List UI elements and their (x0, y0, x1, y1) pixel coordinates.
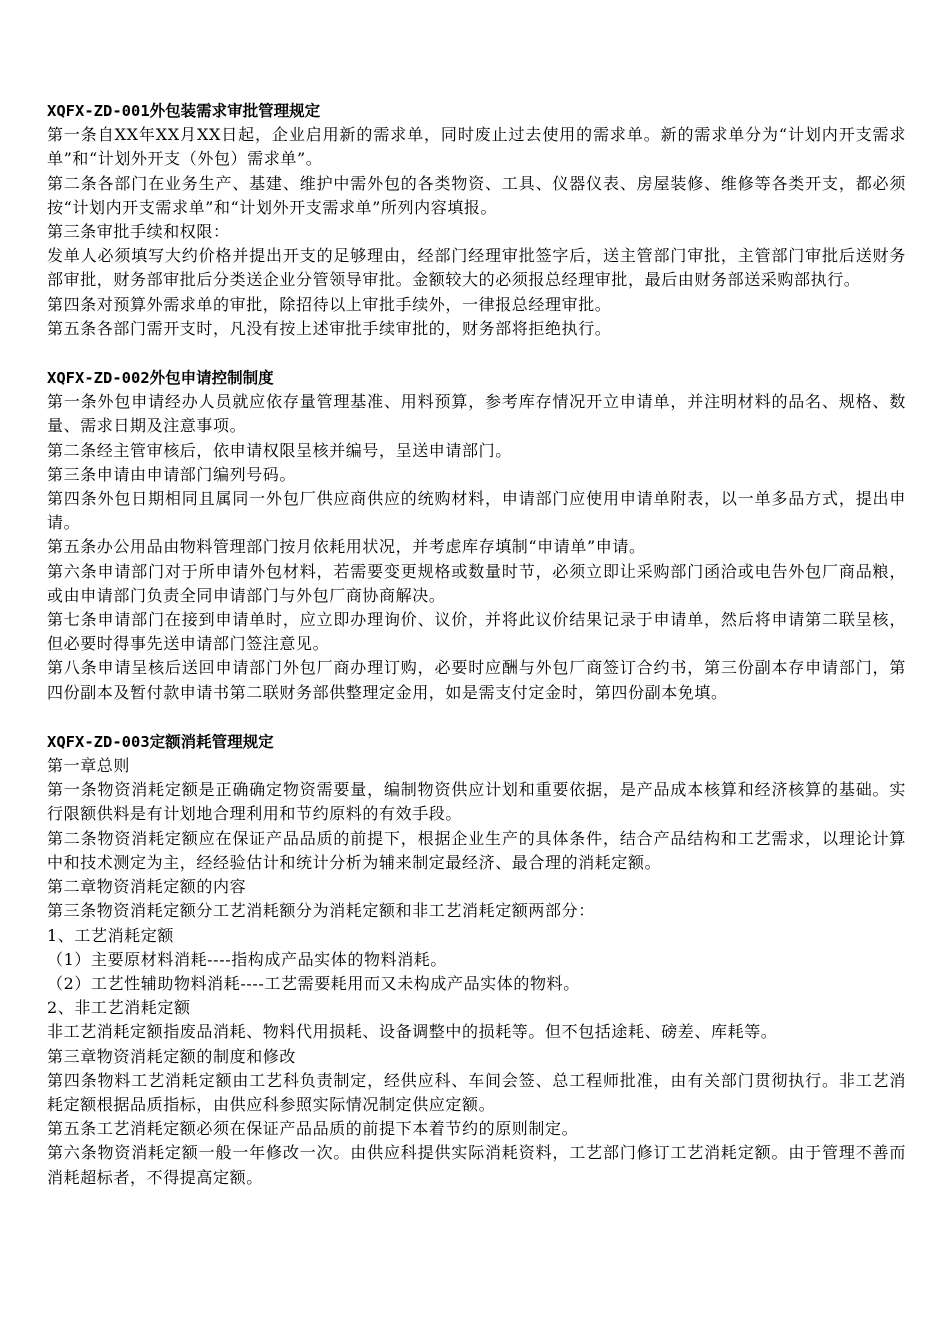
section-xqfx-zd-003 (47, 730, 906, 1190)
paragraph: 2、非工艺消耗定额 (47, 998, 191, 1018)
paragraph: 第六条申请部门对于所申请外包材料，若需要变更规格或数量时节，必须立即让采购部门函洽或电告外包厂商品粮，或由申请部门负责全同申请部门与外包厂商协商解决。 (47, 561, 906, 605)
paragraph: 第四条对预算外需求单的审批，除招待以上审批手续外，一律报总经理审批。 (47, 294, 612, 314)
paragraph: 第一条物资消耗定额是正确确定物资需要量，编制物资供应计划和重要依据，是产品成本核算和经济核算的基础。实行限额供料是有计划地合理利用和节约原料的有效手段。 (47, 780, 906, 824)
paragraph: 第五条工艺消耗定额必须在保证产品品质的前提下本着节约的原则制定。 (47, 1119, 579, 1139)
paragraph: 第八条申请呈核后送回申请部门外包厂商办理订购，必要时应酬与外包厂商签订合约书，第三份副本存申请部门，第四份副本及暂付款申请书第二联财务部供整理定金用，如是需支付定金时，第四份副本免填。 (47, 658, 906, 702)
paragraph: 第二条各部门在业务生产、基建、维护中需外包的各类物资、工具、仪器仪表、房屋装修、维修等各类开支，都必须按“计划内开支需求单”和“计划外开支需求单”所列内容填报。 (47, 173, 906, 217)
paragraph: 第一条自XX年XX月XX日起，企业启用新的需求单，同时废止过去使用的需求单。新的需求单分为“计划内开支需求单”和“计划外开支（外包）需求单”。 (47, 125, 906, 169)
section-title: XQFX-ZD-001外包装需求审批管理规定 (47, 102, 321, 120)
paragraph: 第四条物料工艺消耗定额由工艺科负责制定，经供应科、车间会签、总工程师批准，由有关部门贯彻执行。非工艺消耗定额根据品质指标，由供应科参照实际情况制定供应定额。 (47, 1070, 906, 1114)
paragraph: 第一条外包申请经办人员就应依存量管理基准、用料预算，参考库存情况开立申请单，并注明材料的品名、规格、数量、需求日期及注意事项。 (47, 392, 906, 436)
paragraph: 第三章物资消耗定额的制度和修改 (47, 1046, 297, 1066)
paragraph: （2）工艺性辅助物料消耗----工艺需要耗用而又未构成产品实体的物料。 (47, 973, 580, 993)
paragraph: 第三条申请由申请部门编列号码。 (47, 464, 297, 484)
paragraph: 非工艺消耗定额指废品消耗、物料代用损耗、设备调整中的损耗等。但不包括途耗、磅差、库耗等。 (47, 1022, 778, 1042)
paragraph: 第三条审批手续和权限： (47, 222, 230, 242)
paragraph: 第四条外包日期相同且属同一外包厂供应商供应的统购材料，申请部门应使用申请单附表，以一单多品方式，提出申请。 (47, 489, 906, 533)
section-title: XQFX-ZD-003定额消耗管理规定 (47, 732, 274, 751)
paragraph: 第六条物资消耗定额一般一年修改一次。由供应科提供实际消耗资料，工艺部门修订工艺消耗定额。由于管理不善而消耗超标者，不得提高定额。 (47, 1143, 906, 1187)
paragraph: 第二条物资消耗定额应在保证产品品质的前提下，根据企业生产的具体条件，结合产品结构和工艺需求，以理论计算中和技术测定为主，经经验估计和统计分析为辅来制定最经济、最合理的消耗定额。 (47, 828, 906, 872)
section-title: XQFX-ZD-002外包申请控制制度 (47, 369, 274, 388)
paragraph: 发单人必须填写大约价格并提出开支的足够理由，经部门经理审批签字后，送主管部门审批，主管部门审批后送财务部审批，财务部审批后分类送企业分管领导审批。金额较大的必须报总经理审批，最后由财务部送采购部执行。 (47, 246, 906, 290)
section-xqfx-zd-002 (47, 366, 906, 705)
paragraph: 第二章物资消耗定额的内容 (47, 877, 247, 897)
section-xqfx-zd-001 (47, 99, 906, 341)
paragraph: 1、工艺消耗定额 (47, 925, 174, 945)
paragraph: 第七条申请部门在接到申请单时，应立即办理询价、议价，并将此议价结果记录于申请单，然后将申请第二联呈核，但必要时得事先送申请部门签注意见。 (47, 610, 906, 654)
paragraph: （1）主要原材料消耗----指构成产品实体的物料消耗。 (47, 949, 448, 969)
paragraph: 第三条物资消耗定额分工艺消耗额分为消耗定额和非工艺消耗定额两部分： (47, 901, 595, 921)
paragraph: 第一章总则 (47, 756, 131, 776)
paragraph: 第五条办公用品由物料管理部门按月依耗用状况，并考虑库存填制“申请单”申请。 (47, 537, 646, 557)
paragraph: 第五条各部门需开支时，凡没有按上述审批手续审批的，财务部将拒绝执行。 (47, 318, 612, 338)
paragraph: 第二条经主管审核后，依申请权限呈核并编号，呈送申请部门。 (47, 440, 512, 460)
